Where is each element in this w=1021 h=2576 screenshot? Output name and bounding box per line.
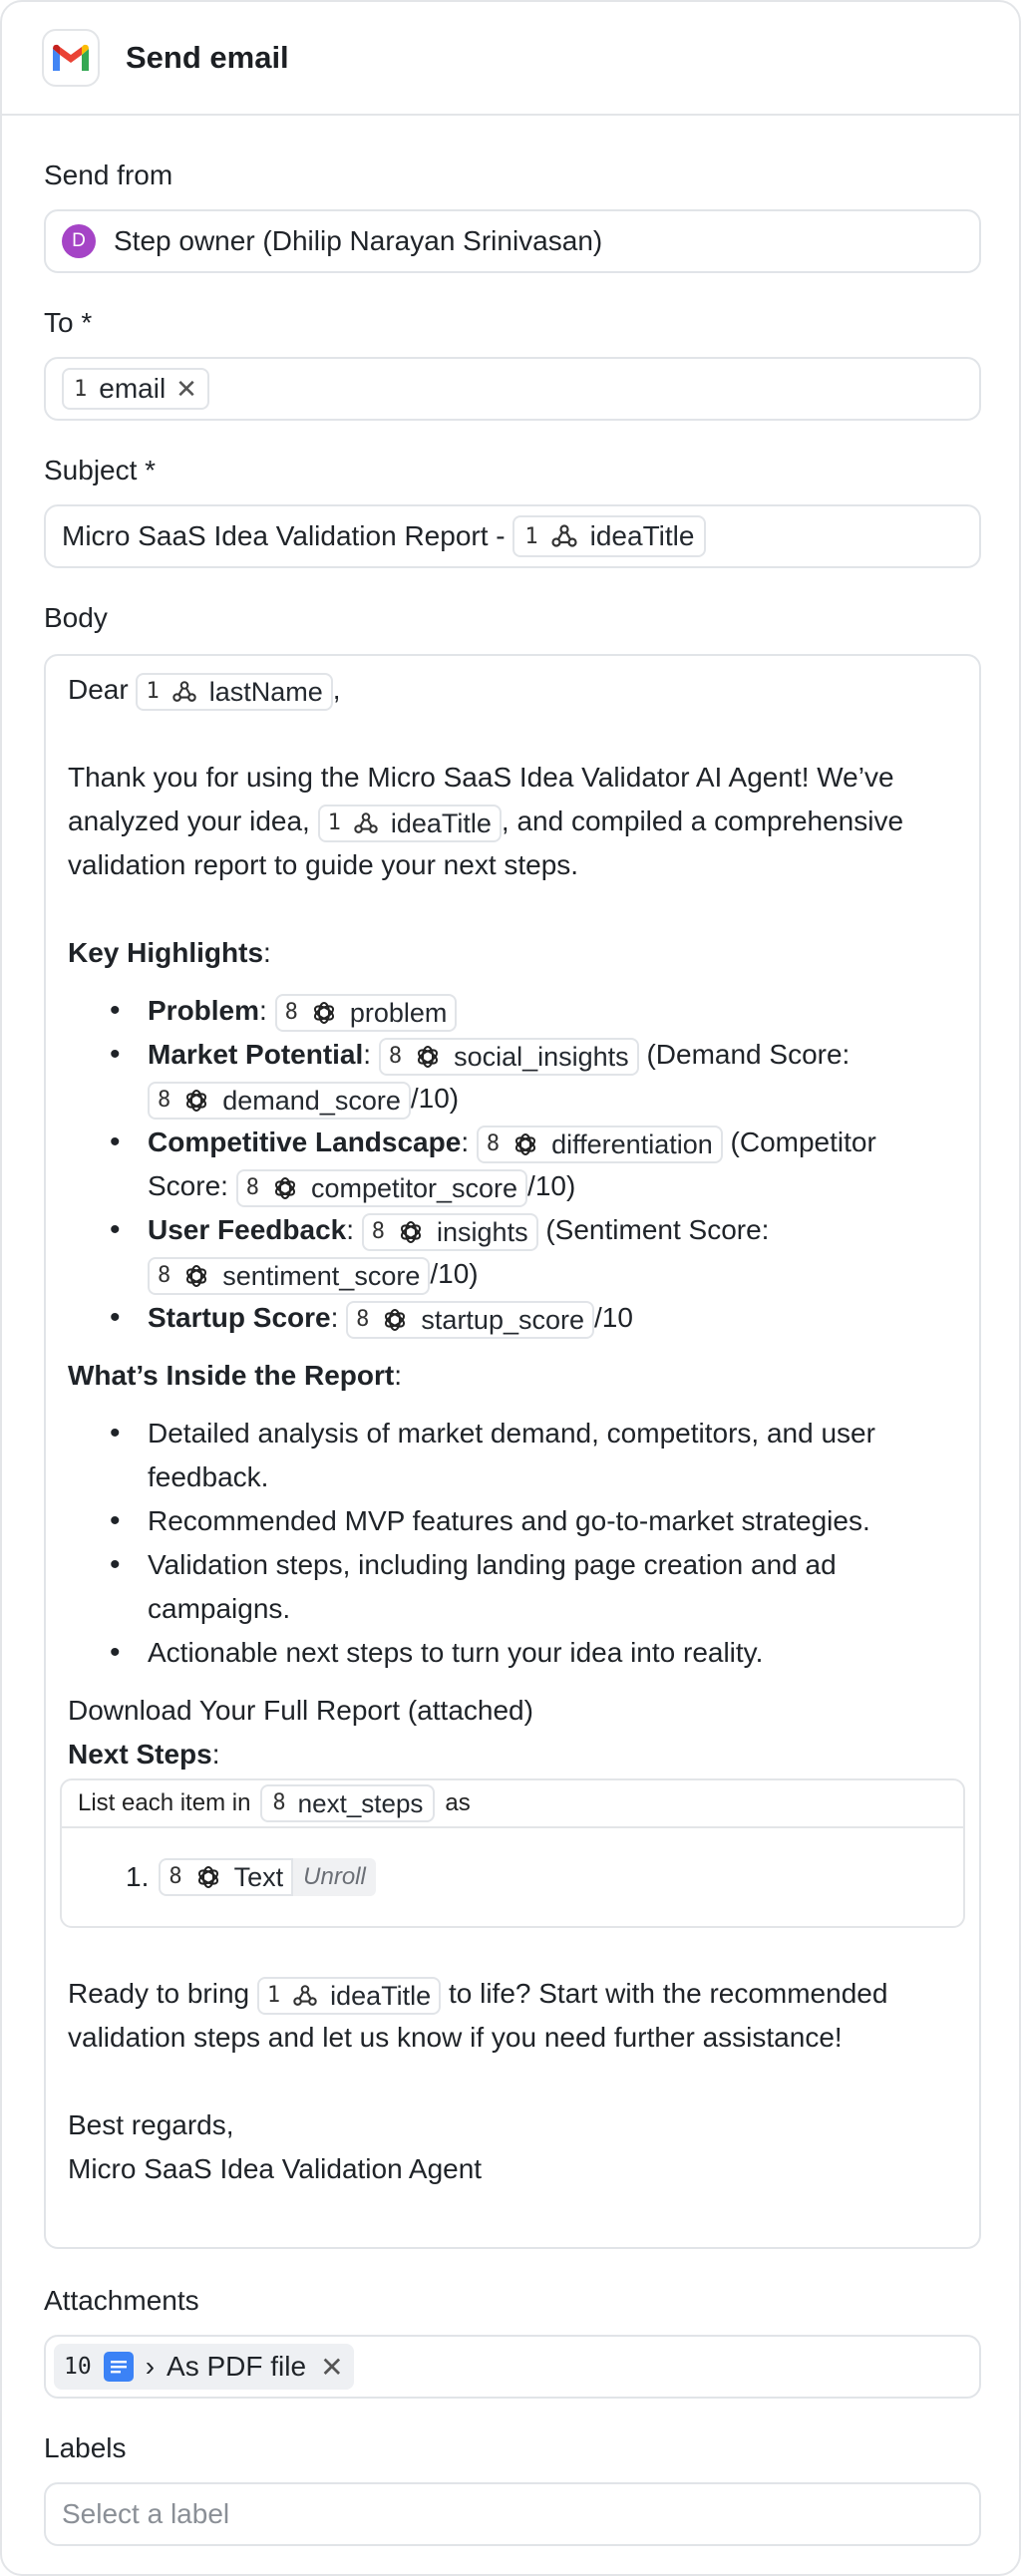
chip-label: lastName <box>208 676 323 707</box>
intro-text: , and compiled a comprehensive validation report to guide your next steps. <box>68 805 904 880</box>
openai-icon <box>182 1087 210 1115</box>
chip-step-number: 8 <box>388 1043 403 1069</box>
list-item <box>68 1296 957 1340</box>
item-text: (Sentiment Score: <box>537 1214 778 1245</box>
openai-icon <box>397 1218 425 1246</box>
chevron-right-icon: › <box>145 2351 156 2382</box>
chip-step-number: 8 <box>169 1864 182 1889</box>
highlights-title: Key Highlights <box>68 937 264 968</box>
chip-step-number: 8 <box>284 999 298 1025</box>
item-text: (Competitor Score: <box>148 1127 884 1201</box>
gmail-icon <box>42 29 100 87</box>
download-line: Download Your Full Report (attached) <box>68 1695 533 1726</box>
colon: : <box>263 937 271 968</box>
chip-label: demand_score <box>222 1085 401 1116</box>
subject-prefix: Micro SaaS Idea Validation Report - <box>62 520 513 551</box>
unroll-button[interactable]: Unroll <box>293 1858 376 1896</box>
chip-step-number: 8 <box>356 1306 370 1332</box>
webhook-icon <box>171 679 197 705</box>
next-steps-title: Next Steps <box>68 1739 212 1770</box>
social-insights-chip[interactable] <box>379 1038 639 1076</box>
colon: : <box>259 995 267 1026</box>
colon: : <box>330 1302 339 1333</box>
item-label: User Feedback <box>148 1214 347 1245</box>
text-chip[interactable] <box>159 1858 293 1896</box>
body-label: Body <box>44 602 108 633</box>
item-text: (Demand Score: <box>638 1039 858 1070</box>
openai-icon <box>511 1130 539 1158</box>
to-label: To * <box>44 307 93 338</box>
chip-label: startup_score <box>421 1304 585 1335</box>
openai-icon <box>271 1174 299 1202</box>
greeting-text: Dear <box>68 674 137 705</box>
document-icon <box>104 2352 134 2382</box>
chip-label: differentiation <box>551 1128 713 1159</box>
panel-title: Send email <box>126 40 289 75</box>
loop-header <box>62 1780 963 1828</box>
subject-label: Subject * <box>44 455 157 485</box>
inside-heading <box>68 1354 957 1398</box>
loop-prefix: List each item in <box>78 1789 251 1816</box>
highlights-list <box>68 989 957 1340</box>
differentiation-chip[interactable] <box>477 1126 723 1163</box>
list-item: • Detailed analysis of market demand, competitors, and user feedback. <box>68 1412 957 1499</box>
chip-step-number: 8 <box>272 1790 286 1815</box>
colon: : <box>394 1360 402 1391</box>
inside-list <box>68 1412 957 1675</box>
closing-paragraph <box>68 1972 957 2060</box>
to-email-chip[interactable] <box>62 368 209 410</box>
attachments-label: Attachments <box>44 2285 199 2316</box>
chip-step-number: 8 <box>158 1262 171 1288</box>
next-steps-chip[interactable] <box>260 1784 435 1822</box>
colon: : <box>461 1127 470 1157</box>
item-label: Competitive Landscape <box>148 1127 462 1157</box>
chip-step-number: 1 <box>146 678 160 704</box>
colon: : <box>346 1214 354 1245</box>
regards-line: Best regards, <box>68 2109 234 2140</box>
closing-text: Ready to bring <box>68 1978 257 2009</box>
loop-block[interactable] <box>60 1778 965 1928</box>
item-label: Market Potential <box>148 1039 364 1070</box>
list-item <box>68 1033 957 1121</box>
avatar: D <box>62 224 96 258</box>
item-text: /10) <box>527 1170 576 1201</box>
labels-placeholder: Select a label <box>62 2498 230 2529</box>
labels-label: Labels <box>44 2432 127 2463</box>
insights-chip[interactable] <box>362 1213 538 1251</box>
to-field[interactable] <box>44 357 981 421</box>
item-text: /10) <box>410 1083 460 1114</box>
loop-body <box>62 1828 963 1926</box>
list-item: • Validation steps, including landing page creation and ad campaigns. <box>68 1543 957 1631</box>
lastname-chip[interactable] <box>136 673 332 711</box>
remove-chip-icon[interactable]: ✕ <box>320 2351 344 2383</box>
chip-label: email <box>99 373 167 404</box>
startup-score-chip[interactable] <box>346 1301 594 1339</box>
item-text: /10) <box>430 1258 479 1289</box>
sentiment-score-chip[interactable] <box>148 1257 430 1295</box>
chip-label: next_steps <box>297 1788 424 1818</box>
signature-line: Micro SaaS Idea Validation Agent <box>68 2153 483 2184</box>
send-from-field[interactable] <box>44 209 981 273</box>
subject-ideatitle-chip[interactable] <box>512 515 706 557</box>
intro-text: Thank you for using the Micro SaaS Idea Validator AI Agent! We’ve analyzed your idea, <box>68 762 894 836</box>
labels-select[interactable] <box>44 2482 981 2546</box>
ideatitle-chip[interactable] <box>257 1977 441 2015</box>
chip-label: ideaTitle <box>330 1980 432 2011</box>
chip-step-number: 1 <box>524 523 538 549</box>
chip-step-number: 8 <box>245 1174 259 1200</box>
greeting-end: , <box>332 674 341 705</box>
list-item: • Actionable next steps to turn your idea into reality. <box>68 1631 957 1675</box>
remove-chip-icon[interactable]: ✕ <box>175 373 197 404</box>
intro-paragraph <box>68 756 957 887</box>
list-item <box>68 989 957 1033</box>
loop-suffix: as <box>445 1789 471 1816</box>
chip-step-number: 1 <box>266 1982 281 2008</box>
openai-icon <box>182 1262 210 1290</box>
chip-label: ideaTitle <box>390 807 492 838</box>
chip-step-number: 1 <box>74 376 88 402</box>
pdf-attachment-chip[interactable] <box>54 2344 354 2390</box>
item-label: Startup Score <box>148 1302 331 1333</box>
list-item <box>68 1121 957 1208</box>
send-from-value: Step owner (Dhilip Narayan Srinivasan) <box>114 225 603 256</box>
chip-step-number: 8 <box>371 1218 386 1244</box>
chip-step-number: 10 <box>64 2354 92 2380</box>
competitor-score-chip[interactable] <box>236 1169 527 1207</box>
inside-title: What’s Inside the Report <box>68 1360 395 1391</box>
chip-step-number: 8 <box>486 1130 501 1156</box>
openai-icon <box>381 1306 409 1334</box>
openai-icon <box>194 1863 222 1891</box>
colon: : <box>363 1039 372 1070</box>
chip-label: Text <box>233 1862 284 1892</box>
highlights-heading <box>68 931 957 975</box>
list-item: • Recommended MVP features and go-to-market strategies. <box>68 1499 957 1543</box>
chip-label: competitor_score <box>310 1172 518 1203</box>
panel-header <box>2 2 1019 116</box>
next-steps-heading <box>68 1733 957 1776</box>
greeting-line <box>68 668 957 712</box>
colon: : <box>211 1739 220 1770</box>
chip-label: insights <box>437 1216 528 1247</box>
ideatitle-chip[interactable] <box>318 805 502 842</box>
chip-step-number: 1 <box>327 809 341 835</box>
attachments-field[interactable] <box>44 2335 981 2399</box>
item-number: 1. <box>126 1861 150 1892</box>
item-label: Problem <box>148 995 260 1026</box>
chip-label: As PDF file <box>167 2351 307 2382</box>
webhook-icon <box>353 810 379 836</box>
openai-icon <box>310 999 338 1027</box>
chip-label: sentiment_score <box>222 1260 421 1291</box>
list-item <box>68 1208 957 1296</box>
chip-label: social_insights <box>454 1041 629 1072</box>
subject-field[interactable] <box>44 504 981 568</box>
item-text: /10 <box>594 1302 633 1333</box>
send-from-label: Send from <box>44 160 173 190</box>
body-editor[interactable] <box>44 654 981 2249</box>
chip-label: ideaTitle <box>589 520 695 551</box>
problem-chip[interactable] <box>275 994 458 1032</box>
webhook-icon <box>292 1983 318 2009</box>
chip-label: problem <box>349 997 448 1028</box>
demand-score-chip[interactable] <box>148 1082 411 1120</box>
closing-text: to life? Start with the recommended validation steps and let us know if you need further assistance! <box>68 1978 888 2053</box>
openai-icon <box>414 1043 442 1071</box>
webhook-icon <box>550 522 578 550</box>
chip-step-number: 8 <box>158 1087 171 1113</box>
